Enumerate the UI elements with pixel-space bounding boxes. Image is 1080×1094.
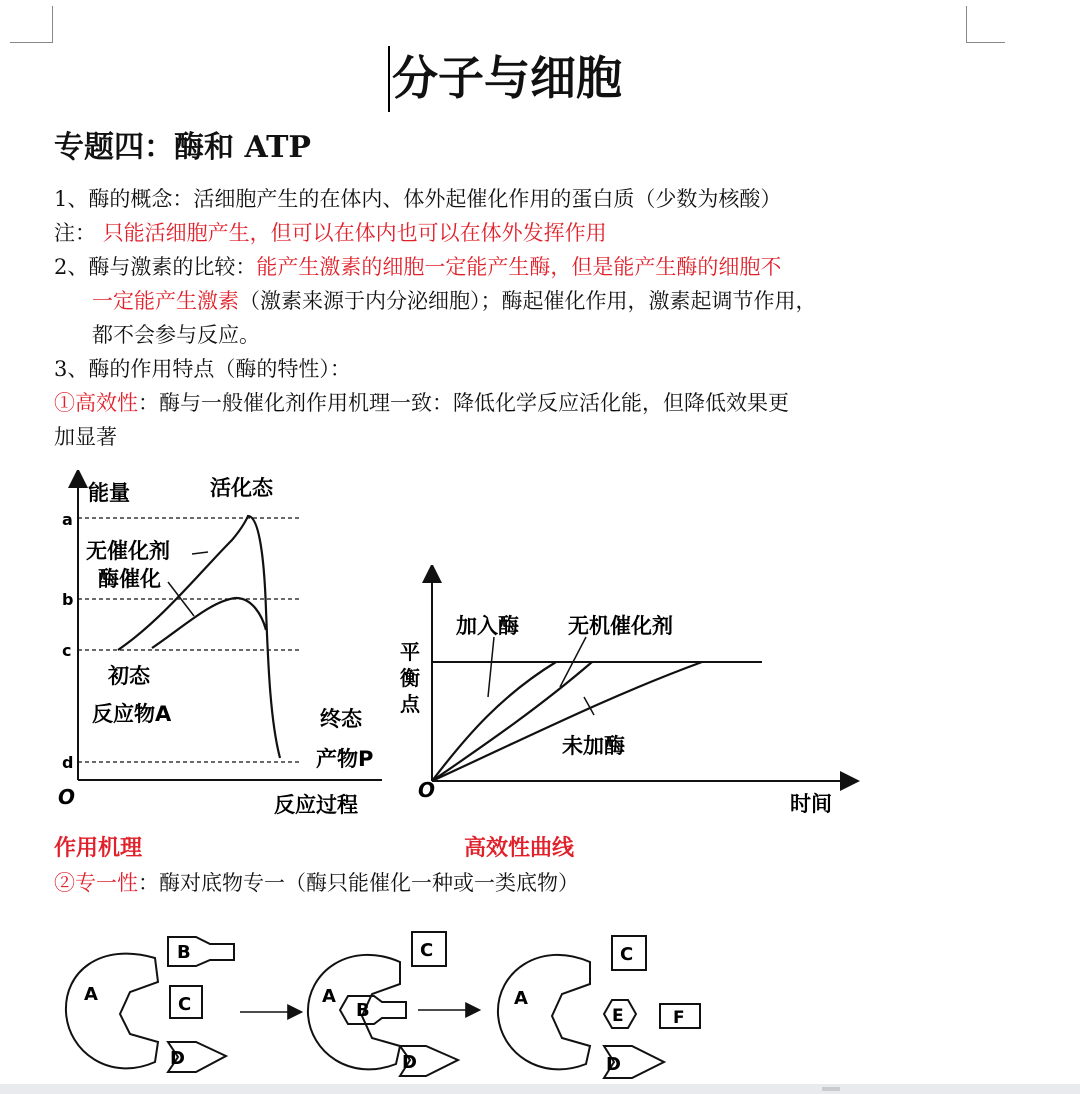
comparison-prefix: 2、酶与激素的比较： bbox=[54, 255, 257, 279]
bound-substrate-b-shape bbox=[340, 996, 406, 1024]
comparison-rest: （激素来源于内分泌细胞）；酶起催化作用，激素起调节作用， bbox=[239, 289, 817, 313]
concept-text: 1、酶的概念：活细胞产生的在体内、体外起催化作用的蛋白质（少数为核酸） bbox=[54, 187, 782, 211]
paragraph-efficiency[interactable] bbox=[54, 386, 789, 420]
enzyme-label: 加入酶 bbox=[456, 614, 519, 638]
product-f-label: F bbox=[673, 1008, 685, 1028]
final-state-label: 终态 bbox=[320, 707, 362, 731]
specificity-text: ：酶对底物专一（酶只能催化一种或一类底物） bbox=[138, 871, 579, 895]
enzyme-a-released-label: A bbox=[514, 988, 528, 1009]
product-e-label: E bbox=[612, 1006, 624, 1026]
mechanism-caption: 作用机理 bbox=[54, 836, 143, 861]
enzyme-a-bound-shape bbox=[308, 955, 400, 1070]
origin-label: O bbox=[418, 778, 436, 802]
level-b-label: b bbox=[62, 590, 74, 609]
y-axis-label-char: 点 bbox=[400, 692, 420, 716]
x-axis-label: 反应过程 bbox=[274, 793, 358, 817]
y-axis-label-char: 平 bbox=[400, 640, 420, 664]
no-enzyme-curve bbox=[432, 662, 702, 781]
paragraph-efficiency-line2[interactable] bbox=[54, 420, 117, 454]
document-title[interactable]: 分子与细胞 bbox=[392, 51, 622, 105]
page-corner-top-right bbox=[966, 6, 1005, 43]
level-a-label: a bbox=[62, 510, 73, 529]
substrate-d-label: D bbox=[170, 1048, 185, 1069]
enzyme-pointer bbox=[488, 637, 494, 697]
section-title[interactable]: 专题四：酶和 ATP bbox=[54, 130, 311, 165]
text-cursor bbox=[388, 46, 390, 112]
paragraph-note[interactable] bbox=[54, 216, 607, 250]
x-axis-label: 时间 bbox=[790, 792, 832, 816]
comparison-end: 都不会参与反应。 bbox=[92, 323, 260, 347]
enzyme-a-label: A bbox=[84, 984, 98, 1005]
specificity-label: ②专一性 bbox=[54, 871, 138, 895]
efficiency-text: ：酶与一般催化剂作用机理一致：降低化学反应活化能，但降低效果更 bbox=[138, 391, 789, 415]
substrate-b-label: B bbox=[177, 942, 191, 963]
reactant-label: 反应物A bbox=[92, 702, 172, 726]
comparison-red-text-2: 一定能产生激素 bbox=[92, 289, 239, 313]
efficiency-text-2: 加显著 bbox=[54, 425, 117, 449]
level-d-label: d bbox=[62, 753, 74, 772]
paragraph-comparison-line3[interactable] bbox=[92, 318, 260, 352]
enzyme-curve bbox=[432, 662, 556, 781]
efficiency-label: ①高效性 bbox=[54, 391, 138, 415]
peak-label: 活化态 bbox=[210, 476, 273, 500]
paragraph-characteristics[interactable] bbox=[54, 352, 351, 386]
characteristics-text: 3、酶的作用特点（酶的特性）： bbox=[54, 357, 351, 381]
paragraph-specificity[interactable] bbox=[54, 866, 579, 900]
substrate-c-label-2: C bbox=[420, 940, 434, 961]
inorganic-label: 无机催化剂 bbox=[568, 614, 673, 638]
product-label: 产物P bbox=[316, 747, 374, 771]
note-prefix: 注： bbox=[54, 221, 96, 245]
enzyme-a-bound-label: A bbox=[322, 986, 336, 1007]
efficiency-caption: 高效性曲线 bbox=[464, 836, 575, 861]
comparison-red-text: 能产生激素的细胞一定能产生酶，但是能产生酶的细胞不 bbox=[256, 255, 782, 279]
y-axis-label: 能量 bbox=[88, 481, 130, 505]
no-enzyme-label: 未加酶 bbox=[562, 734, 625, 758]
no-catalyst-pointer bbox=[192, 552, 208, 554]
origin-label: O bbox=[58, 785, 76, 809]
paragraph-comparison-line2[interactable] bbox=[92, 284, 817, 318]
substrate-c-label-3: C bbox=[620, 944, 634, 965]
lock-and-key-diagram bbox=[60, 922, 720, 1084]
paragraph-enzyme-concept[interactable] bbox=[54, 182, 781, 216]
no-catalyst-label: 无催化剂 bbox=[86, 539, 170, 563]
enzyme-catalysis-label: 酶催化 bbox=[98, 567, 161, 591]
y-axis-label bbox=[400, 640, 421, 716]
y-axis-label-char: 衡 bbox=[400, 666, 420, 690]
bound-substrate-b-label: B bbox=[356, 1000, 370, 1021]
substrate-c-label: C bbox=[178, 994, 192, 1015]
page-corner-top-left bbox=[10, 6, 53, 43]
scrollbar-thumb[interactable] bbox=[822, 1087, 840, 1091]
initial-state-label: 初态 bbox=[108, 664, 150, 688]
paragraph-comparison[interactable] bbox=[54, 250, 781, 284]
enzyme-a-released-shape bbox=[498, 955, 590, 1070]
level-c-label: c bbox=[62, 641, 72, 660]
enzyme-a-shape bbox=[66, 954, 158, 1069]
substrate-d-label-2: D bbox=[402, 1052, 417, 1073]
efficiency-curve-chart bbox=[392, 565, 862, 830]
activation-energy-diagram bbox=[52, 470, 392, 830]
substrate-d-label-3: D bbox=[606, 1054, 621, 1075]
inorganic-catalyst-curve bbox=[432, 662, 592, 781]
note-red-text: 只能活细胞产生，但可以在体内也可以在体外发挥作用 bbox=[102, 221, 607, 245]
horizontal-scrollbar[interactable] bbox=[0, 1084, 1080, 1094]
